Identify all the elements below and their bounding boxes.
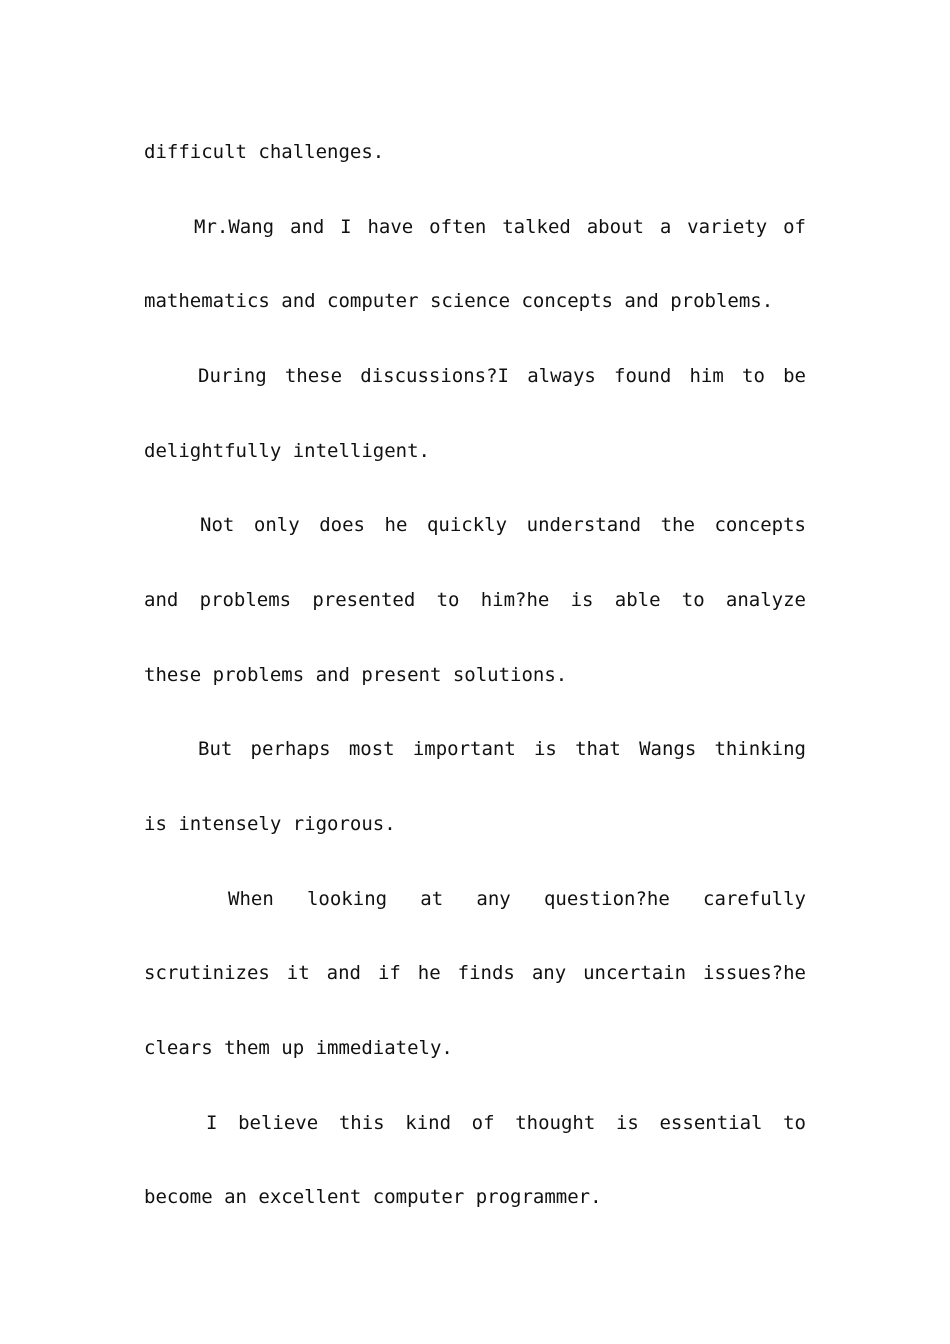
text-line: and problems presented to him?he is able to analyze [144, 589, 806, 611]
text-line: is intensely rigorous. [144, 813, 396, 835]
paragraph-first-line: During these discussions?I always found him to be [198, 365, 806, 387]
text-line: scrutinizes it and if he finds any uncertain issues?he [144, 962, 806, 984]
text-line: clears them up immediately. [144, 1037, 453, 1059]
paragraph-first-line: But perhaps most important is that Wangs thinking [198, 738, 806, 760]
text-line: mathematics and computer science concepts and problems. [144, 290, 774, 312]
text-line: become an excellent computer programmer. [144, 1186, 602, 1208]
text-line: difficult challenges. [144, 141, 385, 163]
paragraph-first-line: Mr.Wang and I have often talked about a variety of [194, 216, 806, 238]
paragraph-first-line: Not only does he quickly understand the concepts [200, 514, 806, 536]
text-line: these problems and present solutions. [144, 664, 568, 686]
text-line: delightfully intelligent. [144, 440, 430, 462]
paragraph-first-line: When looking at any question?he carefully [228, 888, 806, 910]
paragraph-first-line: I believe this kind of thought is essential to [206, 1112, 806, 1134]
